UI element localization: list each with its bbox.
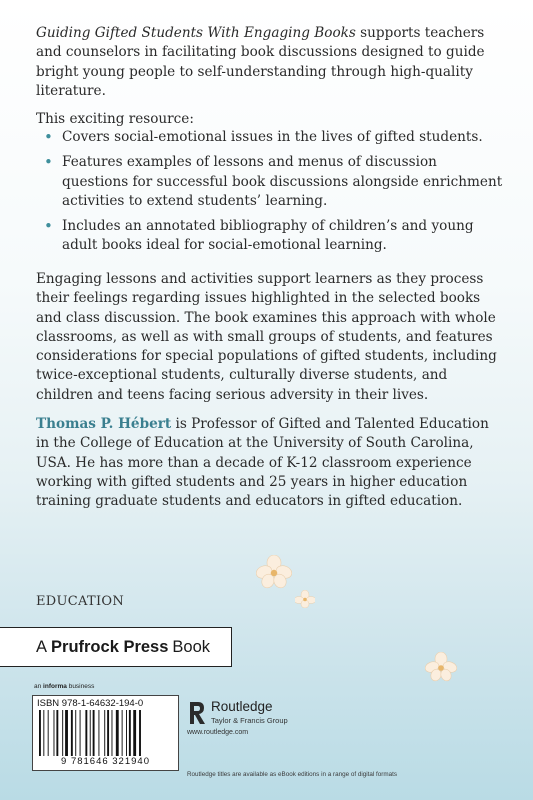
routledge-subtitle: Taylor & Francis Group xyxy=(211,716,288,725)
publisher-suffix: Book xyxy=(172,637,211,656)
list-item: • Includes an annotated bibliography of children’s and young adult books ideal for social-emotional learning. xyxy=(36,217,506,256)
flower-icon xyxy=(256,555,292,589)
list-item: • Covers social-emotional issues in the lives of gifted students. xyxy=(36,128,506,147)
informa-prefix: an xyxy=(34,683,42,690)
author-paragraph xyxy=(36,415,506,511)
intro-paragraph xyxy=(36,24,506,101)
barcode-box xyxy=(32,695,179,771)
isbn-label: ISBN 978-1-64632-194-0 xyxy=(37,698,144,709)
publisher-name: Prufrock Press xyxy=(51,637,169,656)
informa-tagline xyxy=(34,683,94,690)
intro-text: supports teachers and counselors in facilitating book discussions designed to guide bright young people to self-understanding through high-quality literature. xyxy=(36,25,485,99)
category-label: EDUCATION xyxy=(36,594,125,609)
informa-suffix: business xyxy=(68,683,95,690)
publisher-box xyxy=(0,627,232,667)
barcode-number: 9 781646 321940 xyxy=(61,756,150,767)
barcode-icon xyxy=(39,710,172,756)
feature-list xyxy=(36,128,506,262)
routledge-url: www.routledge.com xyxy=(187,729,249,736)
description-paragraph: Engaging lessons and activities support learners as they process their feelings regarding issues highlighted in the selected books and class discussion. The book examines this approach with whole classrooms, as well as with small groups of students, and features considerations for special populations of gifted students, including twice-exceptional students, culturally diverse students, and children and teens facing serious adversity in their lives. xyxy=(36,271,497,403)
author-bio: is Professor of Gifted and Talented Education in the College of Education at the University of South Carolina, USA. He has more than a decade of K-12 classroom experience working with gifted students and 25 years in higher education training graduate students and educators in gifted education. xyxy=(36,416,489,510)
publisher-prefix: A xyxy=(36,637,48,656)
informa-brand: informa xyxy=(43,683,67,690)
routledge-logo-icon xyxy=(187,700,207,726)
lead-line: This exciting resource: xyxy=(36,111,194,127)
author-name: Thomas P. Hébert xyxy=(36,416,172,432)
flower-icon xyxy=(425,652,457,682)
flower-icon xyxy=(295,590,315,608)
routledge-name: Routledge xyxy=(211,699,273,714)
list-item: • Features examples of lessons and menus of discussion questions for successful book discussions alongside enrichment activities to extend students’ learning. xyxy=(36,153,506,211)
ebook-note: Routledge titles are available as eBook editions in a range of digital formats xyxy=(187,771,398,778)
book-title: Guiding Gifted Students With Engaging Books xyxy=(36,25,356,41)
